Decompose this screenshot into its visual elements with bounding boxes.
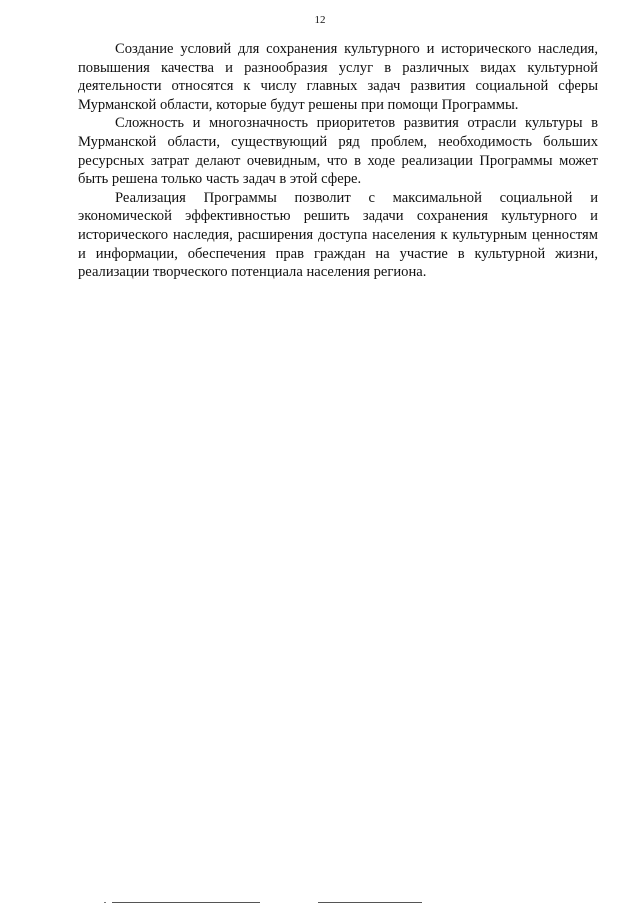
- paragraph-program-implementation: Реализация Программы позволит с максимальной социальной и экономической эффективностью решить задачи сохранения культурного и исторического наследия, расширения доступа населения к культурным ценностям и информации, обеспечения прав граждан на участие в культурной жизни, реализации творческого потенциала населения региона.: [78, 189, 598, 281]
- page-number: 12: [314, 14, 326, 26]
- footer-rule-left: [112, 902, 260, 903]
- footer-mark: [104, 902, 106, 903]
- document-body: [78, 40, 598, 282]
- footer-rule-right: [318, 902, 422, 903]
- paragraph-priorities-complexity: Сложность и многозначность приоритетов развития отрасли культуры в Мурманской области, существующий ряд проблем, необходимость больших ресурсных затрат делают очевидным, что в ходе реализации Программы может быть решена только часть задач в этой сфере.: [78, 115, 598, 188]
- paragraph-cultural-heritage: Создание условий для сохранения культурного и исторического наследия, повышения качества и разнообразия услуг в различных видах культурной деятельности относятся к числу главных задач развития социальной сферы Мурманской области, которые будут решены при помощи Программы.: [78, 41, 598, 113]
